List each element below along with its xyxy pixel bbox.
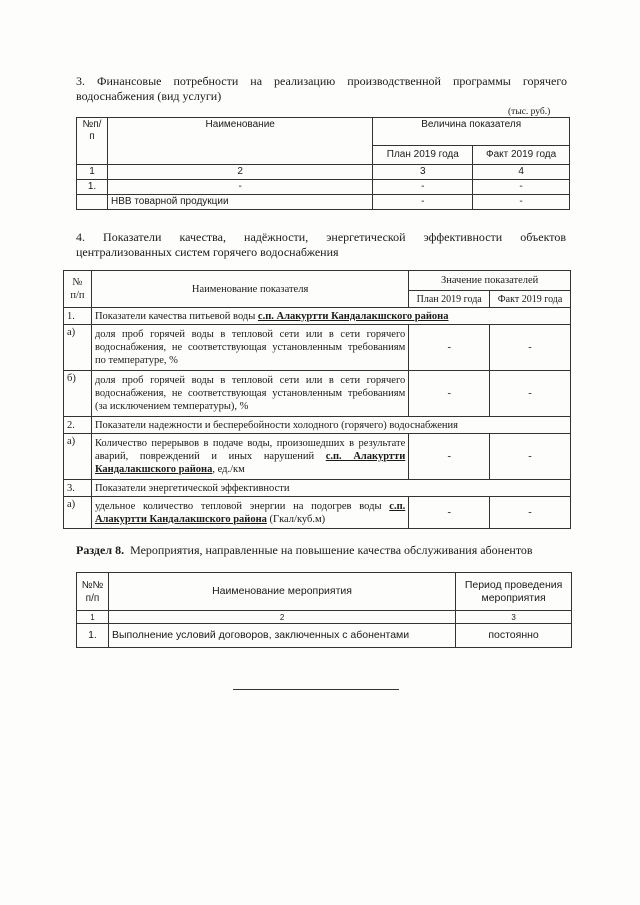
header-value: Величина показателя xyxy=(373,118,570,146)
index-cell: 1 xyxy=(77,611,109,624)
section4-title: 4. Показатели качества, надёжности, энергетической эффективности объектов централизованных систем горячего водоснабжения xyxy=(76,230,566,259)
header-fact: Факт 2019 года xyxy=(473,146,570,165)
index-cell: 3 xyxy=(373,165,473,180)
financial-needs-table xyxy=(76,117,570,210)
section3-unit: (тыс. руб.) xyxy=(508,107,551,117)
row-fact: - xyxy=(490,434,571,480)
section3-title: 3. Финансовые потребности на реализацию производственной программы горячего водоснабжения (вид услуги) xyxy=(76,74,567,103)
service-measures-table xyxy=(76,572,572,648)
location-link: с.п. Алакуртти Кандалакшского района xyxy=(257,310,449,322)
table-row xyxy=(64,325,571,371)
row-fact: - xyxy=(490,497,571,529)
header-name: Наименование xyxy=(107,118,372,165)
table-row xyxy=(77,624,572,648)
group-title-text: Показатели качества питьевой воды xyxy=(94,310,256,322)
table-header-row xyxy=(64,271,571,291)
row-plan: - xyxy=(409,371,490,417)
row-plan: - xyxy=(373,180,473,195)
group-num: 1. xyxy=(64,308,92,325)
header-num: №п/п xyxy=(77,118,108,165)
header-plan: План 2019 года xyxy=(373,146,473,165)
row-plan: - xyxy=(409,497,490,529)
row-period: постоянно xyxy=(456,624,572,648)
index-cell: 2 xyxy=(107,165,372,180)
row-text-main: Количество перерывов в подаче воды, произошедших в результате аварий, повреждений и иных нарушений xyxy=(94,438,406,462)
index-row xyxy=(77,611,572,624)
row-name: - xyxy=(107,180,372,195)
row-plan: - xyxy=(409,325,490,371)
row-num: 1. xyxy=(77,624,109,648)
row-name: Выполнение условий договоров, заключенных с абонентами xyxy=(108,624,455,648)
row-text: доля проб горячей воды в тепловой сети или в сети горячего водоснабжения, не соответствующая установленным требованиям по температуре, % xyxy=(91,325,408,371)
group-title: Показатели энергетической эффективности xyxy=(91,480,570,497)
row-plan: - xyxy=(409,434,490,480)
group-row xyxy=(64,480,571,497)
row-num xyxy=(77,195,108,210)
header-value: Значение показателей xyxy=(409,271,571,291)
table-row xyxy=(77,195,570,210)
group-num: 3. xyxy=(64,480,92,497)
row-fact: - xyxy=(490,325,571,371)
group-title xyxy=(91,308,570,325)
index-cell: 1 xyxy=(77,165,108,180)
row-unit: , ед./км xyxy=(212,464,245,475)
row-text: доля проб горячей воды в тепловой сети или в сети горячего водоснабжения, не соответствующая установленным требованиям (за исключением температуры), % xyxy=(91,371,408,417)
row-num: б) xyxy=(64,371,92,417)
table-row xyxy=(64,434,571,480)
table-row xyxy=(64,371,571,417)
header-num: № п/п xyxy=(64,271,92,308)
table-header-row xyxy=(77,118,570,146)
row-num: а) xyxy=(64,497,92,529)
index-row xyxy=(77,165,570,180)
table-header-row xyxy=(77,573,572,611)
table-row xyxy=(64,497,571,529)
index-cell: 2 xyxy=(108,611,455,624)
row-num: а) xyxy=(64,325,92,371)
location-link: с.п. Алакуртти Кандалакшского района xyxy=(94,500,406,525)
row-unit: (Гкал/куб.м) xyxy=(269,513,326,525)
index-cell: 3 xyxy=(456,611,572,624)
row-fact: - xyxy=(490,371,571,417)
header-plan: План 2019 года xyxy=(409,291,490,308)
row-text xyxy=(91,497,408,529)
section8-title-text: Мероприятия, направленные на повышение качества обслуживания абонентов xyxy=(130,543,533,557)
row-fact: - xyxy=(473,195,570,210)
row-text xyxy=(91,434,408,480)
row-plan: - xyxy=(373,195,473,210)
group-title: Показатели надежности и бесперебойности холодного (горячего) водоснабжения xyxy=(91,417,570,434)
index-cell: 4 xyxy=(473,165,570,180)
section8-title-bold: Раздел 8. xyxy=(76,543,125,557)
row-num: а) xyxy=(64,434,92,480)
header-fact: Факт 2019 года xyxy=(490,291,571,308)
row-fact: - xyxy=(473,180,570,195)
row-name: НВВ товарной продукции xyxy=(107,195,372,210)
table-row xyxy=(77,180,570,195)
row-text-main: удельное количество тепловой энергии на подогрев воды xyxy=(94,500,382,512)
group-num: 2. xyxy=(64,417,92,434)
header-name: Наименование мероприятия xyxy=(108,573,455,611)
closing-divider xyxy=(233,689,399,690)
section8-title xyxy=(76,543,533,558)
row-num: 1. xyxy=(77,180,108,195)
group-row xyxy=(64,308,571,325)
header-num: №№ п/п xyxy=(77,573,109,611)
header-name: Наименование показателя xyxy=(91,271,408,308)
group-row xyxy=(64,417,571,434)
location-link: с.п. Алакуртти Кандалакшского района xyxy=(94,451,406,475)
quality-indicators-table xyxy=(63,270,571,529)
header-period: Период проведения мероприятия xyxy=(456,573,572,611)
